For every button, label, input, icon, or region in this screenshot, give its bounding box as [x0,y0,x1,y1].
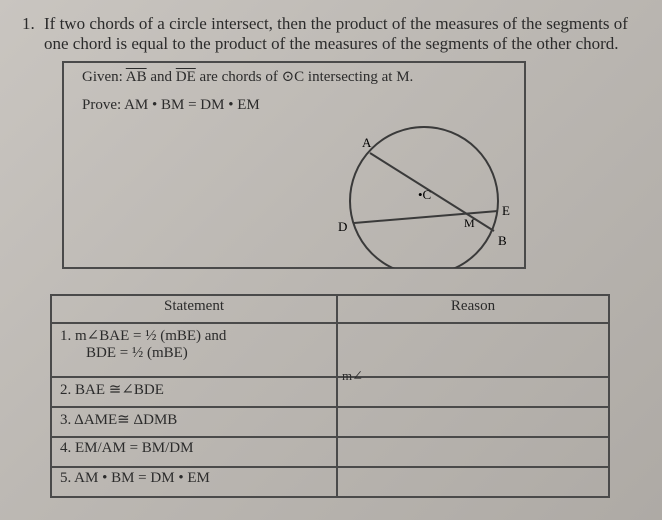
statement-cell[interactable] [51,323,364,383]
label-e: E [502,203,510,218]
table-row [51,377,609,407]
chord-ab: AB [125,69,147,85]
chord-de: DE [175,69,196,85]
prove-line: Prove: AM • BM = DM • EM [82,97,260,113]
problem-text: If two chords of a circle intersect, then the product of the measures of the segments of one chord is equal to the product of the measures of the segments of the other chord. [44,14,628,53]
reason-cell[interactable] [337,467,609,497]
label-d: D [338,219,348,234]
label-c: •C [418,187,432,202]
statement-header: Statement [51,295,337,323]
reason-header: Reason [337,295,609,323]
given-line [82,67,413,86]
table-row [51,323,609,377]
handwritten-mark: m∠ [342,368,364,383]
reason-cell[interactable] [337,407,609,437]
given-and: and [150,69,173,85]
statement-cell[interactable]: 5. AM • BM = DM • EM [51,467,337,497]
label-b: B [498,233,507,248]
given-prove-box [62,61,526,269]
reason-cell[interactable] [337,323,609,377]
proof-table [50,294,610,510]
reason-cell[interactable] [337,437,609,467]
reason-cell[interactable] [337,377,609,407]
chord-de-line [354,211,498,223]
statement-cell[interactable]: 2. BAE ≅∠BDE [51,377,337,407]
table-row [51,467,609,497]
label-a: A [362,135,372,150]
proof-table-header [51,295,609,323]
statement-cell[interactable]: 3. ΔAME≅ ΔDMB [51,407,337,437]
problem-number: 1. [22,14,35,33]
table-row [51,407,609,437]
statement-cell[interactable]: 4. EM/AM = BM/DM [51,437,337,467]
given-prefix: Given: [82,69,123,85]
statement-1-line2: BDE = ½ (mBE) [86,345,188,361]
label-m: M [464,216,475,230]
circle-diagram [324,103,524,268]
table-row [51,437,609,467]
given-rest: are chords of ⊙C intersecting at M. [199,69,414,85]
statement-1-line1: 1. m∠BAE = ½ (mBE) and [60,328,227,344]
